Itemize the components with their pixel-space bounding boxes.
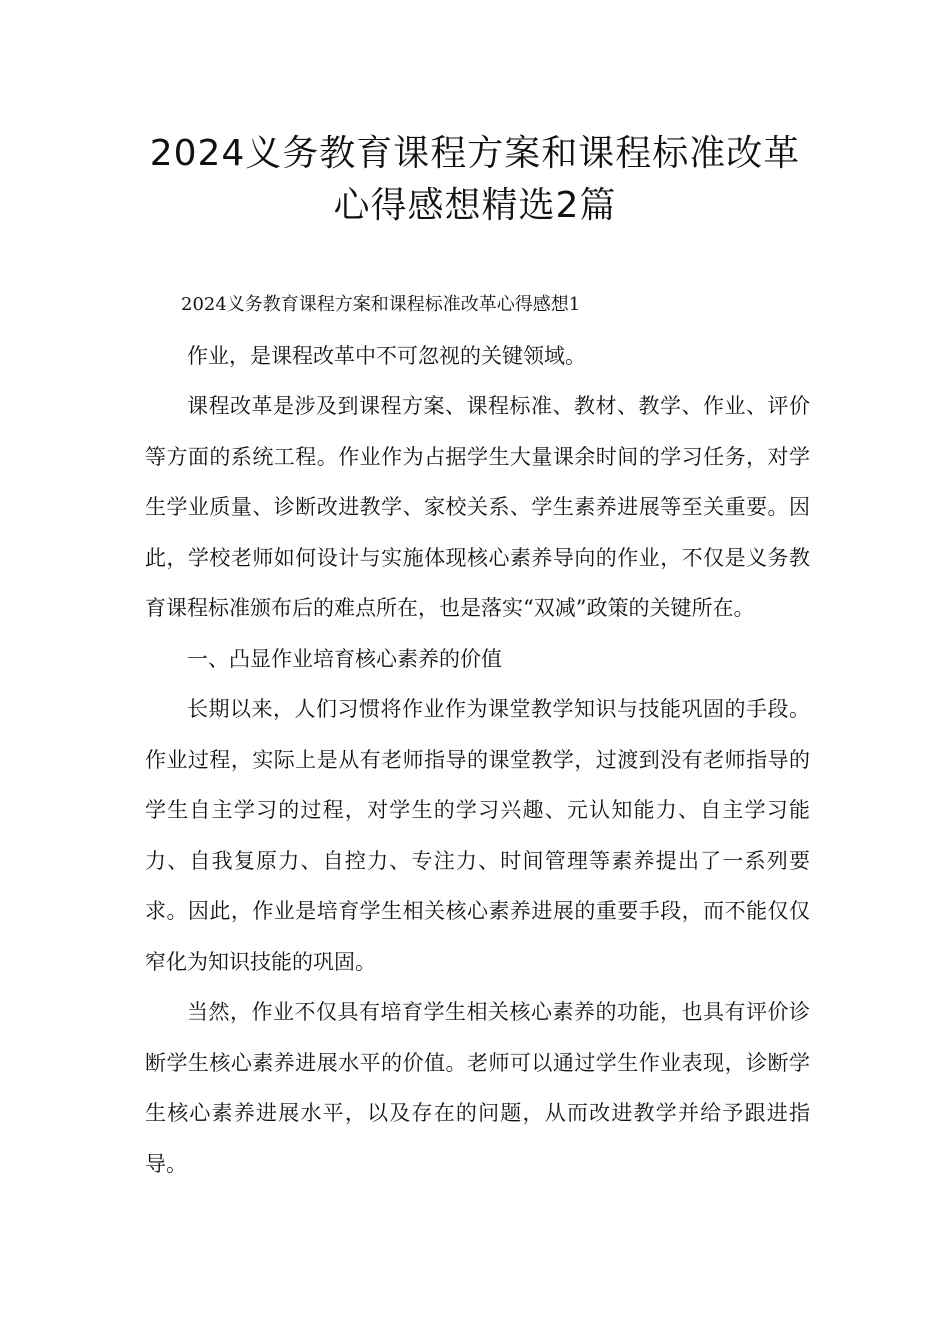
title-line-2: 心得感想精选2篇 bbox=[333, 185, 617, 226]
paragraph: 课程改革是涉及到课程方案、课程标准、教材、教学、作业、评价等方面的系统工程。作业作为占据学生大量课余时间的学习任务，对学生学业质量、诊断改进教学、家校关系、学生素养进展等至关重要。因此，学校老师如何设计与实施体现核心素养导向的作业，不仅是义务教育课程标准颁布后的难点所在，也是落实“双减”政策的关键所在。 bbox=[145, 394, 810, 620]
section-subtitle: 2024义务教育课程方案和课程标准改革心得感想1 bbox=[181, 294, 581, 315]
title-line-1: 2024义务教育课程方案和课程标准改革 bbox=[149, 133, 801, 174]
paragraph: 长期以来，人们习惯将作业作为课堂教学知识与技能巩固的手段。作业过程，实际上是从有老师指导的课堂教学，过渡到没有老师指导的学生自主学习的过程，对学生的学习兴趣、元认知能力、自主学习能力、自我复原力、自控力、专注力、时间管理等素养提出了一系列要求。因此，作业是培育学生相关核心素养进展的重要手段，而不能仅仅窄化为知识技能的巩固。 bbox=[145, 697, 810, 974]
paragraph: 作业，是课程改革中不可忽视的关键领域。 bbox=[187, 343, 586, 368]
document-title bbox=[120, 128, 830, 232]
paragraph: 当然，作业不仅具有培育学生相关核心素养的功能，也具有评价诊断学生核心素养进展水平的价值。老师可以通过学生作业表现，诊断学生核心素养进展水平，以及存在的问题，从而改进教学并给予跟进指导。 bbox=[145, 1000, 810, 1176]
section-heading: 一、凸显作业培育核心素养的价值 bbox=[187, 646, 502, 671]
document-body bbox=[145, 280, 810, 1189]
